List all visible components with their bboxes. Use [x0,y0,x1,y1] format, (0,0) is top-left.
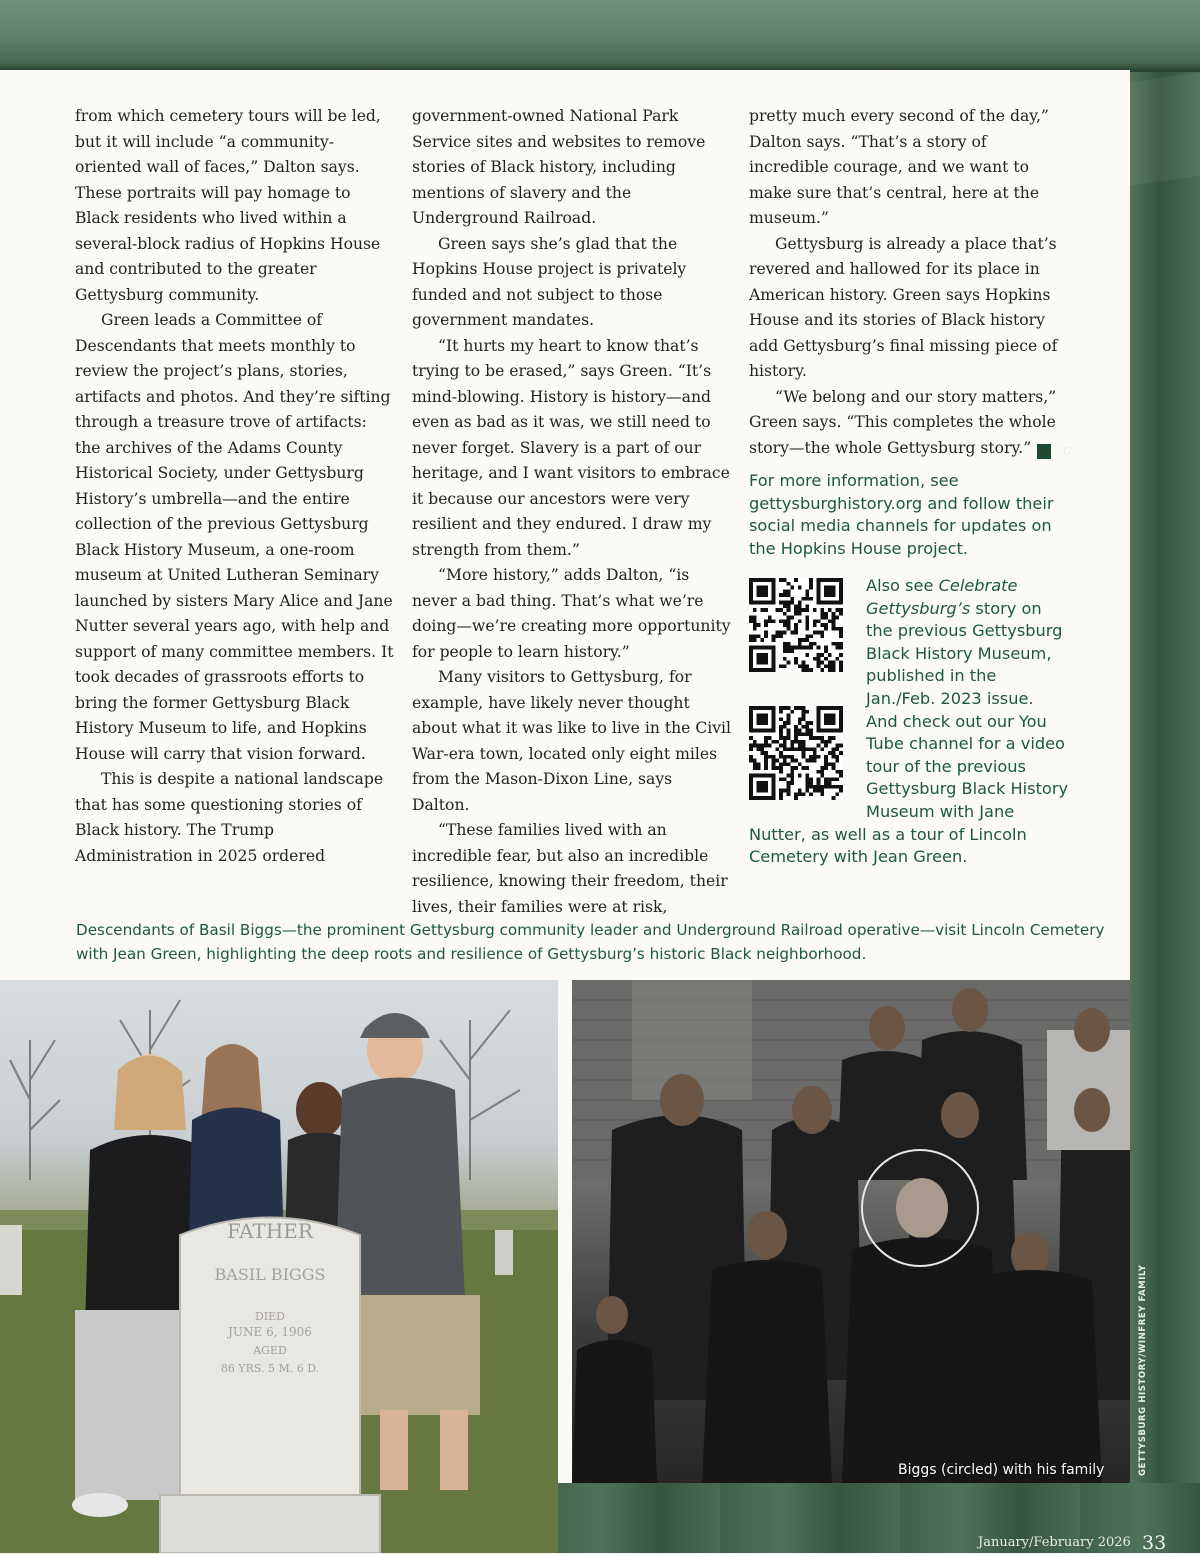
paragraph: Gettysburg is already a place that’s revered and hallowed for its place in American history. Green says Hopkins House and its stories of Black history add Gettysburg’s final missing piece of history. [749,234,1058,380]
issue-date: January/February 2026 [978,1535,1131,1550]
qr-code-icon [749,578,843,672]
more-info-note [749,470,1069,560]
article-column-2 [412,104,732,920]
article-column-1 [75,104,395,869]
article-column-3 [749,104,1072,461]
paragraph: “These families lived with an incredible fear, but also an incredible resilience, knowing their freedom, their lives, their families were at risk, [412,821,728,916]
paragraph: “It hurts my heart to know that’s trying to be erased,” says Green. “It’s mind-blowing. History is history—and even as bad as it was, we still need to never forget. Slavery is a part of our heritage, and I want visitors to embrace it because our ancestors were very resilient and they endured. I draw my strength from them.” [412,336,730,559]
qr-code-youtube[interactable] [749,706,843,800]
headstone-age: 86 YRS. 5 M. 6 D. [220,1362,320,1375]
family-photo-caption: Biggs (circled) with his family [898,1462,1105,1478]
cemetery-photo-illustration [0,980,558,1553]
photo-caption: Descendants of Basil Biggs—the prominent Gettysburg community leader and Underground Railroad operative—visit Lincoln Cemetery with Jean Green, highlighting the deep roots and resilience of Gettysburg’s historic Black neighborhood. [76,921,1105,963]
paragraph: Green says she’s glad that the Hopkins House project is privately funded and not subject to those government mandates. [412,234,687,329]
paragraph: pretty much every second of the day,” Dalton says. “That’s a story of incredible courage, and we want to make sure that’s central, here at the museum.” [749,107,1049,227]
page-number: 33 [1142,1532,1167,1554]
cemetery-photo [0,980,558,1553]
paragraph: This is despite a national landscape that has some questioning stories of Black history. The Trump Administration in 2025 ordered [75,770,384,865]
headstone-top: FATHER [227,1219,313,1243]
photo-credit: GETTYSBURG HISTORY/WINFREY FAMILY [1138,1264,1148,1476]
paragraph-text: “We belong and our story matters,” Green says. “This completes the whole story—the whole Gettysburg story.” [749,387,1057,457]
headstone-died: DIED [254,1310,286,1323]
biggs-family-photo [572,980,1130,1483]
top-wood-board [0,0,1200,72]
headstone-aged: AGED [253,1344,287,1357]
paragraph [749,385,1072,462]
also-see-text: story on the previous Gettysburg Black History Museum, published in the Jan./Feb. 2023 issue. And check out our You Tube channel for a video tour of the previous Gettysburg Black History Museum with Jane Nutter, as well as a tour of Lincoln Cemetery with Jean Green. [749,598,1069,867]
more-info-text: For more information, see gettysburghistory.org and follow their social media channels for updates on the Hopkins House project. [749,471,1054,558]
paragraph: from which cemetery tours will be led, but it will include “a community-oriented wall of faces,” Dalton says. These portraits will pay homage to Black residents who lived within a several-block radius of Hopkins House and contributed to the greater Gettysburg community. [75,107,381,304]
end-mark-icon: G [1037,444,1051,459]
qr-code-article[interactable] [749,578,843,672]
paragraph: Green leads a Committee of Descendants that meets monthly to review the project’s plans, stories, artifacts and photos. And they’re sifting through a treasure trove of artifacts: the archives of the Adams County Historical Society, under Gettysburg History’s umbrella—and the entire collection of the previous Gettysburg Black History Museum, a one-room museum at United Lutheran Seminary launched by sisters Mary Alice and Jane Nutter several years ago, with help and support of many committee members. It took decades of grassroots efforts to bring the former Gettysburg Black History Museum to life, and Hopkins House will carry that vision forward. [75,311,394,763]
also-see-prefix: Also see [866,576,939,595]
paragraph: Many visitors to Gettysburg, for example, have likely never thought about what it was like to live in the Civil War-era town, located only eight miles from the Mason-Dixon Line, says Dalton. [412,668,732,814]
paragraph: government-owned National Park Service sites and websites to remove stories of Black history, including mentions of slavery and the Underground Railroad. [412,107,706,227]
qr-code-icon [749,706,843,800]
headstone-date: JUNE 6, 1906 [228,1325,312,1339]
headstone-name: BASIL BIGGS [214,1265,326,1284]
family-photo-illustration [572,980,1130,1483]
also-see-magazine-name: Celebrate Gettysburg’s [866,576,1018,618]
paragraph: “More history,” adds Dalton, “is never a bad thing. That’s what we’re doing—we’re creating more opportunity for people to learn history.” [412,566,731,661]
